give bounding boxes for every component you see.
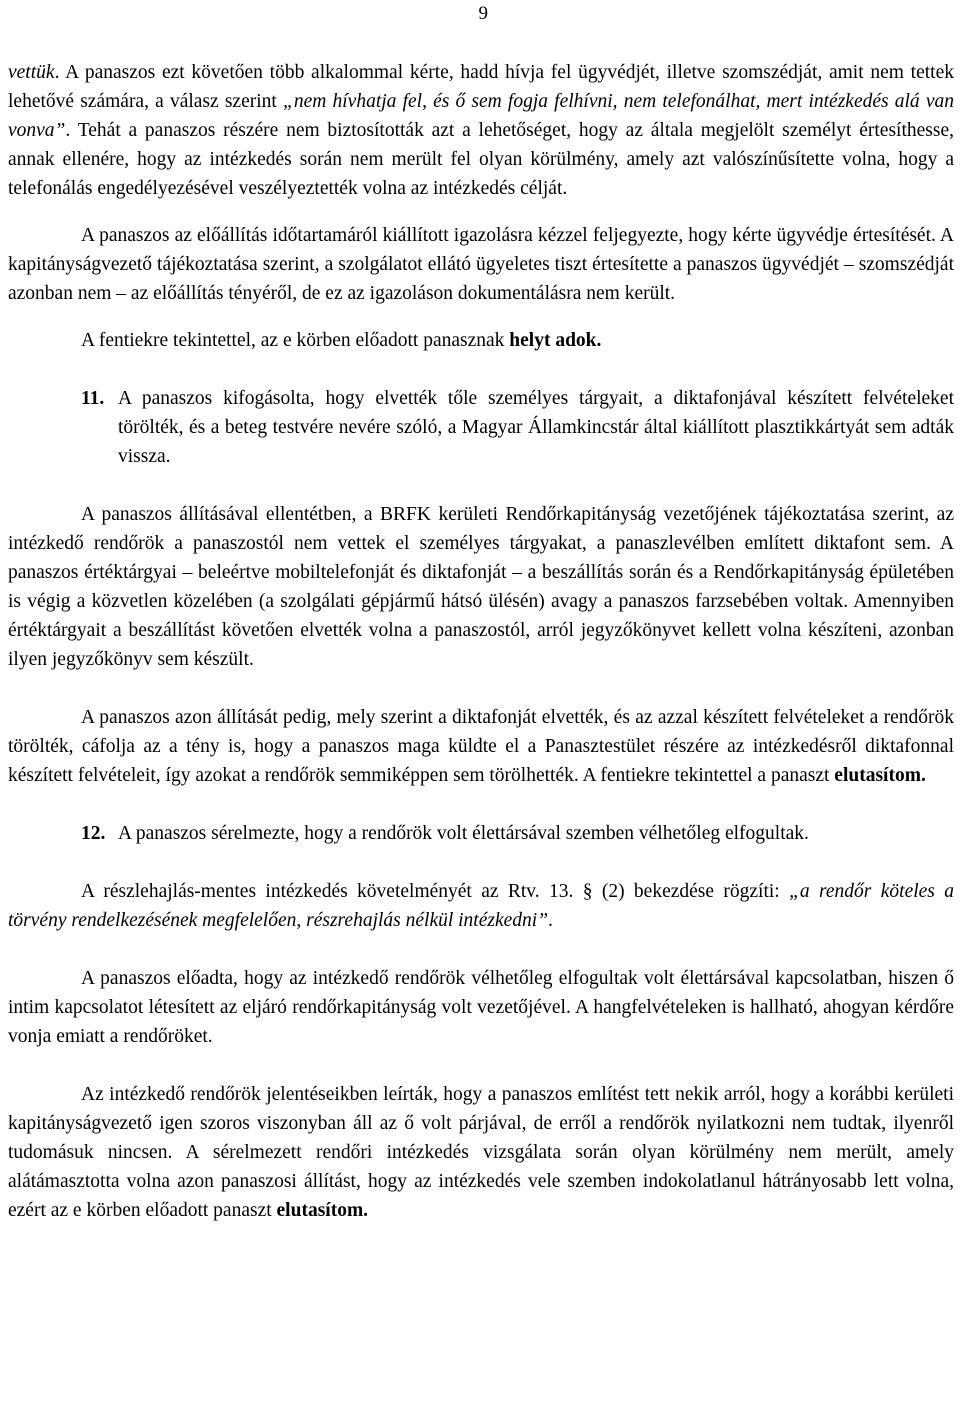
document-body <box>8 58 954 1225</box>
numbered-item-11 <box>8 384 954 471</box>
text: . A panaszos ezt követően több alkalommal kérte, hadd hívja fel ügyvédjét, illetve szomszédját, amit nem tettek lehetővé számára, a válasz szerint <box>8 62 954 112</box>
italic-quote: „a rendőr köteles a törvény rendelkezésének megfelelően, részrehajlás nélkül intézkedni” <box>8 881 954 931</box>
italic-text: vettük <box>8 62 55 83</box>
bold-decision: elutasítom. <box>834 765 926 786</box>
item-number: 11. <box>81 388 105 409</box>
paragraph-6 <box>8 877 954 935</box>
item-text: A panaszos kifogásolta, hogy elvették tőle személyes tárgyait, a diktafonjával készített felvételeket törölték, és a beteg testvére nevére szóló, a Magyar Államkincstár által kiállított plasztikkártyát sem adták vissza. <box>118 388 954 467</box>
item-number: 12. <box>81 823 106 844</box>
text: A fentiekre tekintettel, az e körben előadott panasznak <box>81 330 510 351</box>
paragraph-2: A panaszos az előállítás időtartamáról kiállított igazolásra kézzel feljegyezte, hogy kérte ügyvédje értesítését. A kapitányságvezető tájékoztatása szerint, a szolgálatot ellátó ügyeletes tiszt értesítette a panaszos ügyvédjét – szomszédját azonban nem – az előállítás tényéről, de ez az igazoláson dokumentálásra nem került. <box>8 225 954 304</box>
text: Az intézkedő rendőrök jelentéseikben leírták, hogy a panaszos említést tett nekik arról, hogy a korábbi kerületi kapitányságvezető igen szoros viszonyban áll az ő volt párjával, de erről a rendőrök nyilatkozni nem tudtak, ilyenről tudomásuk nincsen. A sérelmezett rendőri intézkedés vizsgálata során olyan körülmény nem merült, amely alátámasztotta volna azon panaszosi állítást, hogy az intézkedés vele szemben indokolatlanul hátrányosabb lett volna, ezért az e körben előadott panaszt <box>8 1084 954 1221</box>
paragraph-5 <box>8 703 954 790</box>
paragraph-7: A panaszos előadta, hogy az intézkedő rendőrök vélhetőleg elfogultak volt élettársával kapcsolatban, hiszen ő intim kapcsolatot létesített az eljáró rendőrkapitányság volt vezetőjével. A hangfelvételeken is hallható, ahogyan kérdőre vonja emiatt a rendőröket. <box>8 968 954 1047</box>
italic-quote: „nem hívhatja fel, és ő sem fogja felhívni, nem telefonálhat, mert intézkedés alá van vonva” <box>8 91 955 141</box>
paragraph-4: A panaszos állításával ellentétben, a BRFK kerületi Rendőrkapitányság vezetőjének tájékoztatása szerint, az intézkedő rendőrök a panaszostól nem vettek el személyes tárgyakat, a panaszlevélben említett diktafont sem. A panaszos értéktárgyai – beleértve mobiltelefonját és diktafonját – a beszállítás során és a Rendőrkapitányság épületében is végig a közvetlen közelében (a szolgálati gépjármű hátsó ülésén) avagy a panaszos farzsebében voltak. Amennyiben értéktárgyait a beszállítást követően elvették volna a panaszostól, arról jegyzőkönyvet kellett volna készíteni, azonban ilyen jegyzőkönyv sem készült. <box>8 504 954 670</box>
text: . Tehát a panaszos részére nem biztosították azt a lehetőséget, hogy az általa megjelölt személyt értesíthesse, annak ellenére, hogy az intézkedés során nem merült fel olyan körülmény, amely azt valószínűsítette volna, hogy a telefonálás engedélyezésével veszélyeztették volna az intézkedés célját. <box>8 120 954 199</box>
text: A részlehajlás-mentes intézkedés követelményét az Rtv. 13. § (2) bekezdése rögzíti: <box>81 881 790 902</box>
paragraph-1 <box>8 58 954 203</box>
page-number: 9 <box>478 3 488 24</box>
numbered-item-12 <box>8 819 954 848</box>
item-text: A panaszos sérelmezte, hogy a rendőrök volt élettársával szemben vélhetőleg elfogultak. <box>118 823 809 844</box>
paragraph-8 <box>8 1080 954 1225</box>
text: A panaszos azon állítását pedig, mely szerint a diktafonját elvették, és az azzal készített felvételeket a rendőrök törölték, cáfolja az a tény is, hogy a panaszos maga küldte el a Panasztestület részére az intézkedésről diktafonnal készített felvételeit, így azokat a rendőrök semmiképpen sem törölhették. A fentiekre tekintettel a panaszt <box>8 707 954 786</box>
bold-decision: elutasítom. <box>276 1200 369 1221</box>
paragraph-3 <box>8 326 954 355</box>
text: . <box>548 910 553 931</box>
bold-decision: helyt adok. <box>509 330 602 351</box>
